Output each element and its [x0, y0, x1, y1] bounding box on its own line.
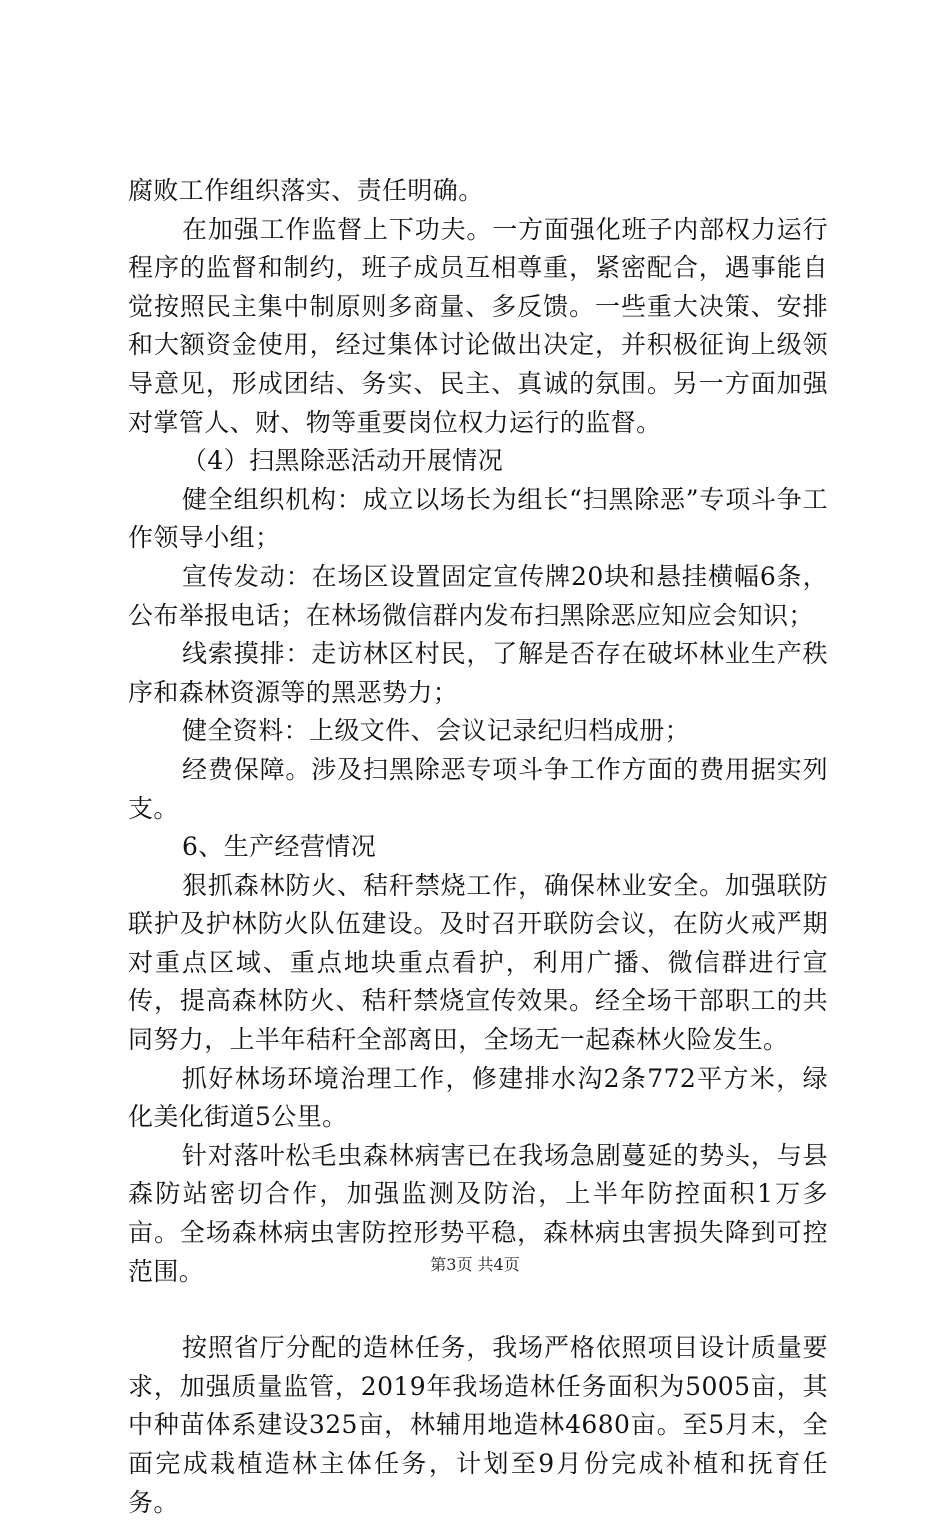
paragraph-publicity: 宣传发动：在场区设置固定宣传牌20块和悬挂横幅6条，公布举报电话；在林场微信群内发布扫黑除恶应知应会知识； [128, 561, 828, 630]
paragraph-work-supervision: 在加强工作监督上下功夫。一方面强化班子内部权力运行程序的监督和制约，班子成员互相尊重，紧密配合，遇事能自觉按照民主集中制原则多商量、多反馈。一些重大决策、安排和大额资金使用，经过集体讨论做出决定，并积极征询上级领导意见，形成团结、务实、民主、真诚的氛围。另一方面加强对掌管人、财、物等重要岗位权力运行的监督。 [128, 214, 828, 437]
paragraph-afforestation: 按照省厅分配的造林任务，我场严格依照项目设计质量要求，加强质量监管，2019年我场造林任务面积为5005亩，其中种苗体系建设325亩，林辅用地造林4680亩。至5月末，全面完成栽植造林主体任务，计划至9月份完成补植和抚育任务。 [128, 1333, 828, 1517]
section-heading-anti-crime: （4）扫黑除恶活动开展情况 [182, 446, 504, 476]
page-number: 第3页 共4页 [430, 1255, 520, 1274]
paragraph-investigation: 线索摸排：走访林区村民，了解是否存在破坏林业生产秩序和森林资源等的黑恶势力； [128, 639, 828, 707]
paragraph-fire-prevention: 狠抓森林防火、秸秆禁烧工作，确保林业安全。加强联防联护及护林防火队伍建设。及时召开联防会议，在防火戒严期对重点区域、重点地块重点看护，利用广播、微信群进行宣传，提高森林防火、秸秆禁烧宣传效果。经全场干部职工的共同努力，上半年秸秆全部离田，全场无一起森林火险发生。 [128, 870, 828, 1055]
paragraph-organization: 健全组织机构：成立以场长为组长“扫黑除恶”专项斗争工作领导小组； [128, 484, 828, 553]
paragraph-continuation: 腐败工作组织落实、责任明确。 [128, 176, 484, 205]
paragraph-environment: 抓好林场环境治理工作，修建排水沟2条772平方米，绿化美化街道5公里。 [128, 1063, 828, 1132]
document-body [128, 172, 828, 1522]
paragraph-records: 健全资料：上级文件、会议记录纪归档成册； [182, 716, 691, 746]
paragraph-funding: 经费保障。涉及扫黑除恶专项斗争工作方面的费用据实列支。 [128, 754, 828, 823]
paragraph-pest-control: 针对落叶松毛虫森林病害已在我场急剧蔓延的势头，与县森防站密切合作，加强监测及防治，上半年防控面积1万多亩。全场森林病虫害防控形势平稳，森林病虫害损失降到可控范围。 [128, 1140, 828, 1286]
page-footer [0, 1255, 950, 1275]
section-heading-production: 6、生产经营情况 [182, 832, 377, 862]
